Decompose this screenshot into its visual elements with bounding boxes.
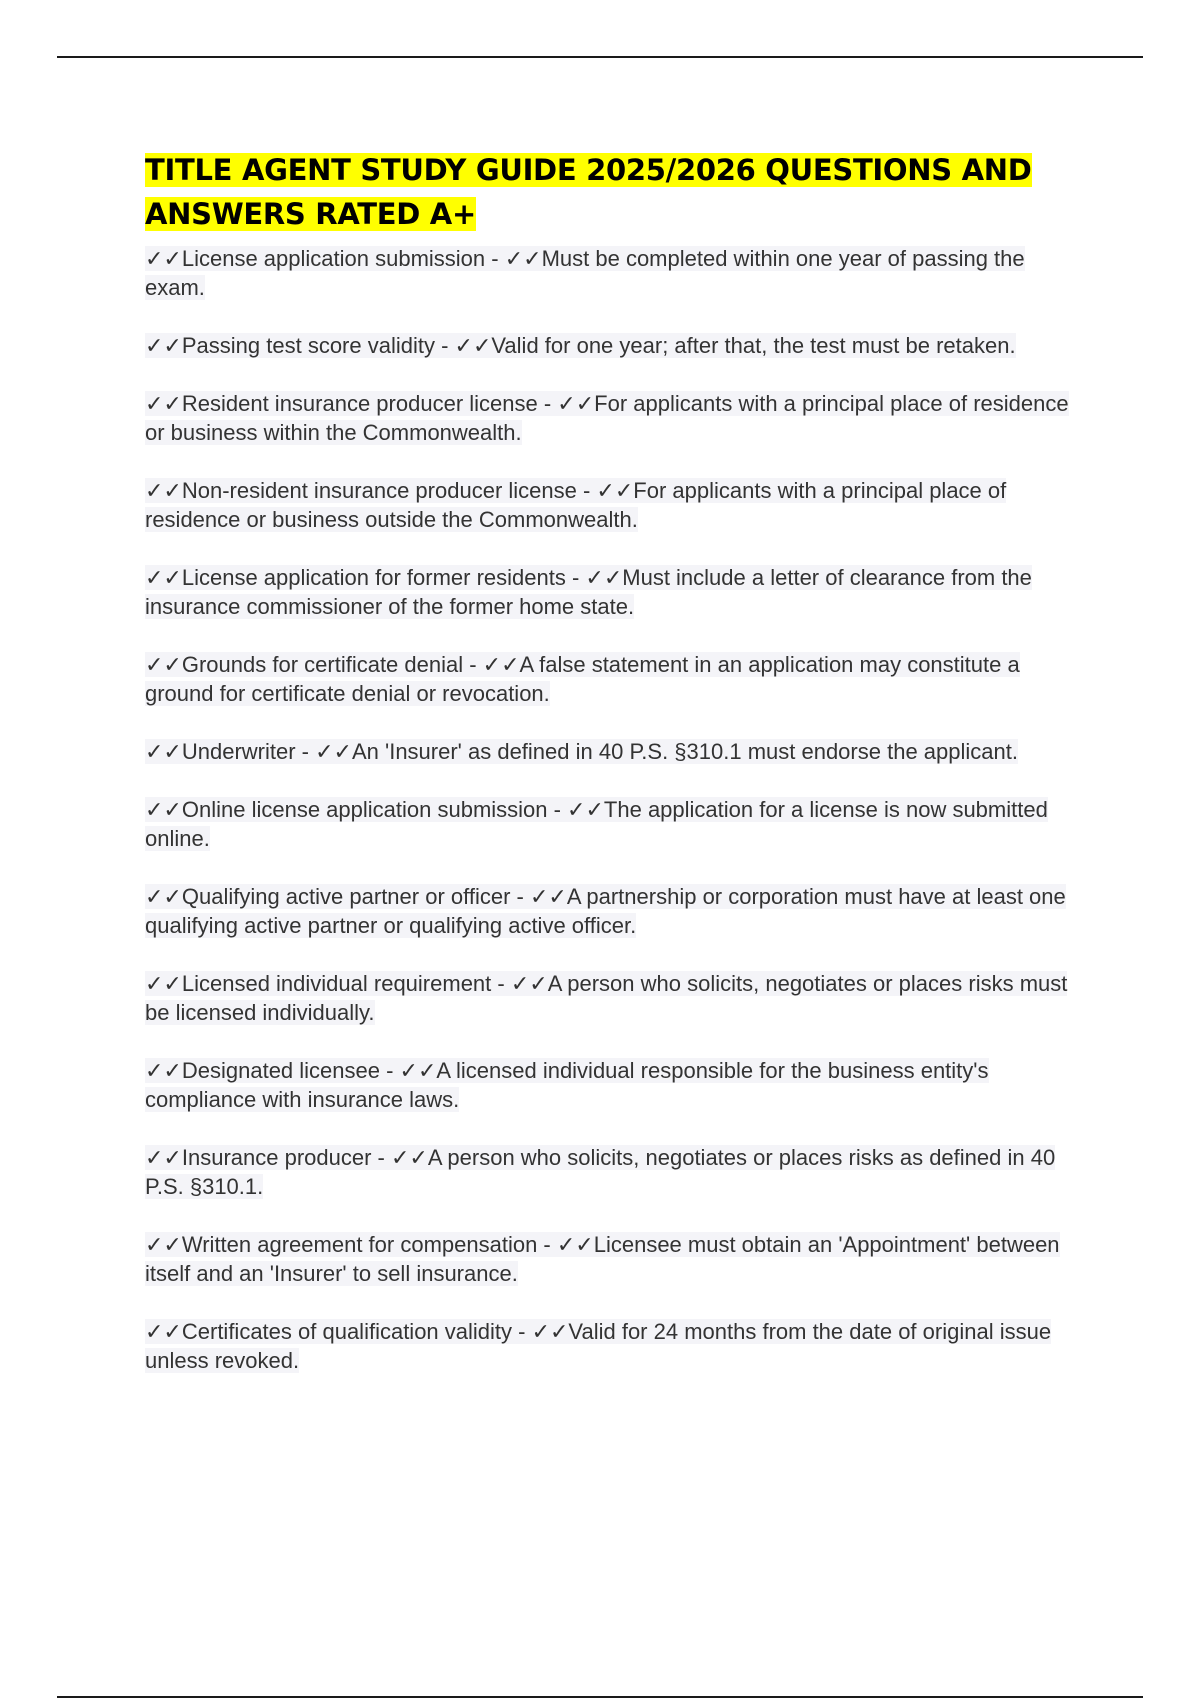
qa-item: ✓✓Licensed individual requirement - ✓✓A person who solicits, negotiates or places risks must be licensed individually. [145,971,1068,1025]
qa-item: ✓✓Online license application submission - ✓✓The application for a license is now submitted online. [145,797,1048,851]
qa-item: ✓✓Certificates of qualification validity - ✓✓Valid for 24 months from the date of original issue unless revoked. [145,1319,1052,1373]
document-body [145,148,1090,1404]
qa-item: ✓✓Grounds for certificate denial - ✓✓A false statement in an application may constitute a ground for certificate denial or revocation. [145,652,1020,706]
qa-item: ✓✓Non-resident insurance producer license - ✓✓For applicants with a principal place of residence or business outside the Commonwealth. [145,478,1007,532]
qa-item: ✓✓Designated licensee - ✓✓A licensed individual responsible for the business entity's compliance with insurance laws. [145,1058,989,1112]
bottom-rule [57,1696,1143,1698]
qa-item: ✓✓Insurance producer - ✓✓A person who solicits, negotiates or places risks as defined in 40 P.S. §310.1. [145,1145,1056,1199]
qa-item: ✓✓License application for former residents - ✓✓Must include a letter of clearance from the insurance commissioner of the former home state. [145,565,1032,619]
qa-item: ✓✓Passing test score validity - ✓✓Valid for one year; after that, the test must be retaken. [145,333,1016,358]
qa-item: ✓✓Qualifying active partner or officer - ✓✓A partnership or corporation must have at least one qualifying active partner or qualifying active officer. [145,884,1066,938]
qa-item: ✓✓License application submission - ✓✓Must be completed within one year of passing the exam. [145,246,1025,300]
top-rule [57,56,1143,58]
qa-list [145,244,1090,1375]
qa-item: ✓✓Resident insurance producer license - ✓✓For applicants with a principal place of residence or business within the Commonwealth. [145,391,1069,445]
qa-item: ✓✓Underwriter - ✓✓An 'Insurer' as defined in 40 P.S. §310.1 must endorse the applicant. [145,739,1018,764]
qa-item: ✓✓Written agreement for compensation - ✓✓Licensee must obtain an 'Appointment' between itself and an 'Insurer' to sell insurance. [145,1232,1060,1286]
document-title: TITLE AGENT STUDY GUIDE 2025/2026 QUESTIONS AND ANSWERS RATED A+ [145,153,1032,231]
